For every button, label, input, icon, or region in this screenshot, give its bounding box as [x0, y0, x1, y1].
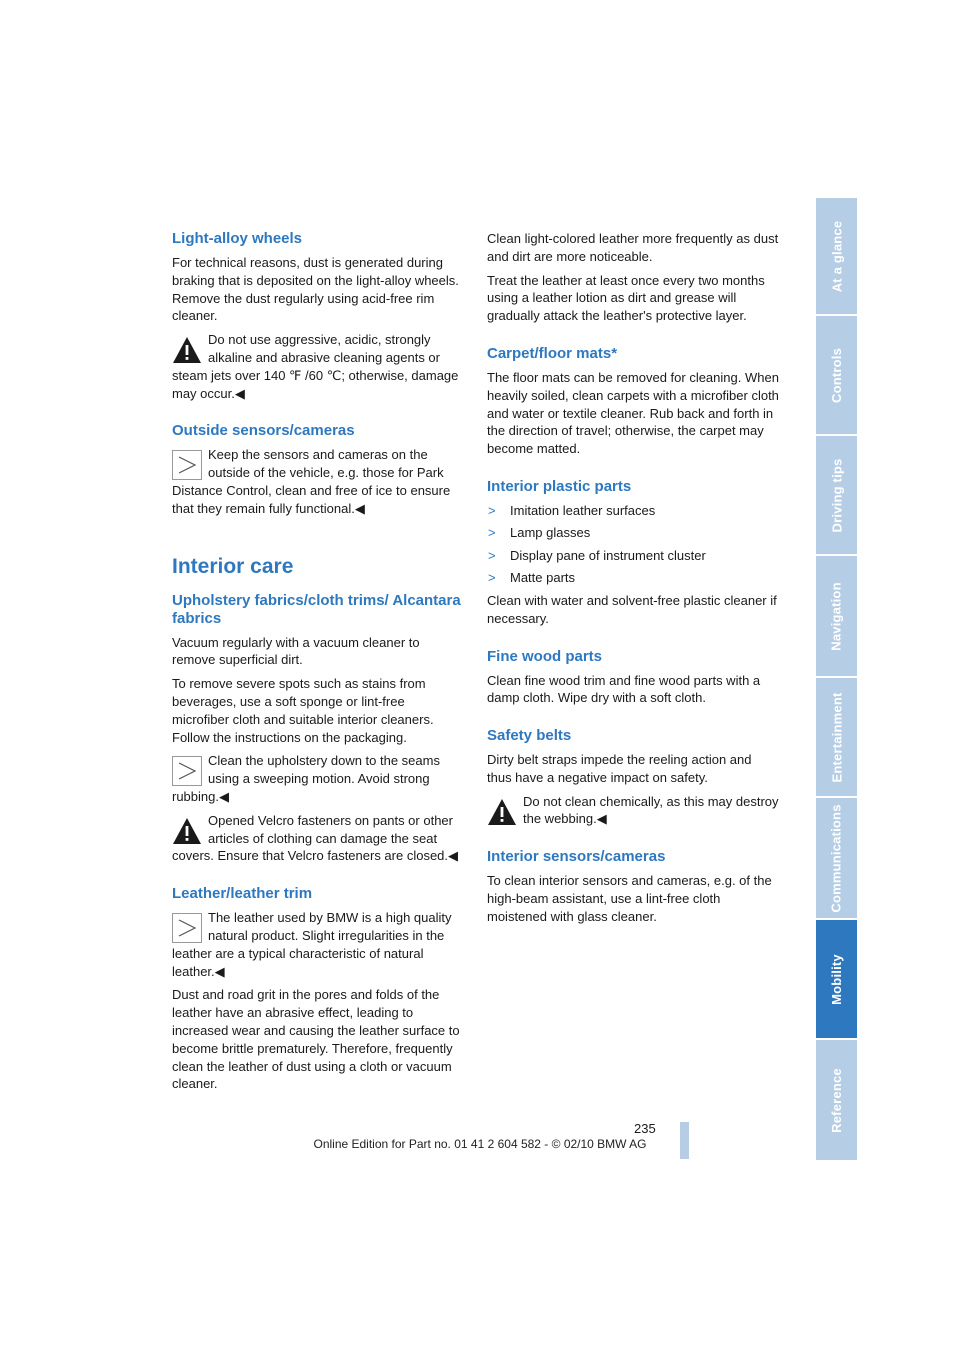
- tab-driving-tips[interactable]: Driving tips: [816, 436, 857, 554]
- paragraph-wheels: For technical reasons, dust is generated during braking that is deposited on the light-alloy wheels. Remove the dust regularly using acid-free rim cleaner.: [172, 255, 459, 324]
- warning-wheels: Do not use aggressive, acidic, strongly alkaline and abrasive cleaning agents or steam jets over 140 ℉ /60 ℃; otherwise, damage may occur.◀: [172, 332, 459, 401]
- warning-safety-belts: Do not clean chemically, as this may destroy the webbing.◀: [487, 793, 779, 829]
- chapter-sidebar: [816, 198, 857, 1160]
- warning-icon: [487, 797, 517, 827]
- note-arrow-icon: [172, 450, 202, 480]
- note-upholstery: Clean the upholstery down to the seams using a sweeping motion. Avoid strong rubbing.◀: [172, 753, 440, 804]
- heading-interior-care: Interior care: [172, 554, 294, 578]
- note-leather: The leather used by BMW is a high quality natural product. Slight irregularities in the leather are a typical characteristic of natural leather.◀: [172, 910, 452, 979]
- paragraph-upholstery-1: Vacuum regularly with a vacuum cleaner to remove superficial dirt.: [172, 634, 420, 668]
- warning-velcro: Opened Velcro fasteners on pants or other articles of clothing can damage the seat covers. Ensure that Velcro fasteners are closed.◀: [172, 812, 459, 864]
- paragraph-leather-2: Clean light-colored leather more frequently as dust and dirt are more noticeable.: [487, 231, 779, 264]
- note-outside-sensors: Keep the sensors and cameras on the outside of the vehicle, e.g. those for Park Distance Control, clean and free of ice to ensure that they remain fully functional.◀: [172, 447, 451, 516]
- paragraph-safety-belts: Dirty belt straps impede the reeling action and thus have a negative impact on safety.: [487, 752, 752, 785]
- list-item: > Matte parts: [487, 569, 779, 587]
- heading-floor-mats: Carpet/floor mats*: [487, 344, 618, 362]
- warning-icon: [172, 335, 202, 365]
- heading-plastic-parts: Interior plastic parts: [487, 477, 632, 495]
- heading-leather: Leather/leather trim: [172, 885, 313, 903]
- paragraph-fine-wood: Clean fine wood trim and fine wood parts with a damp cloth. Wipe dry with a soft cloth.: [487, 672, 761, 706]
- footer-edition: Online Edition for Part no. 01 41 2 604 582 - © 02/10 BMW AG: [313, 1137, 647, 1151]
- heading-upholstery: Upholstery fabrics/cloth trims/ Alcantara fabrics: [172, 591, 461, 627]
- left-column: [172, 230, 464, 1099]
- heading-light-alloy-wheels: Light-alloy wheels: [172, 230, 303, 247]
- right-column: [487, 230, 779, 932]
- paragraph-leather-3: Treat the leather at least once every two months using a leather lotion as dirt and grease will gradually attack the leather's protective layer.: [487, 272, 765, 324]
- tab-mobility[interactable]: Mobility: [816, 920, 857, 1038]
- warning-icon: [172, 816, 202, 846]
- paragraph-plastic: Clean with water and solvent-free plastic cleaner if necessary.: [487, 592, 777, 626]
- tab-navigation[interactable]: Navigation: [816, 556, 857, 676]
- paragraph-floor-mats: The floor mats can be removed for cleaning. When heavily soiled, clean carpets with a microfiber cloth and water or textile cleaner. Rub back and forth in the direction of travel; otherwise, the carpet may become matted.: [487, 369, 779, 457]
- paragraph-leather: Dust and road grit in the pores and folds of the leather have an abrasive effect, leading to increased wear and causing the leather surface to become brittle prematurely. Therefore, frequently clean the leather of dust using a cloth or vacuum cleaner.: [172, 987, 460, 1092]
- list-item: > Display pane of instrument cluster: [487, 547, 779, 565]
- note-arrow-icon: [172, 913, 202, 943]
- list-plastic-parts: [487, 502, 779, 587]
- tab-communications[interactable]: Communications: [816, 798, 857, 918]
- tab-entertainment[interactable]: Entertainment: [816, 678, 857, 796]
- list-item: > Imitation leather surfaces: [487, 502, 779, 520]
- tab-reference[interactable]: Reference: [816, 1040, 857, 1160]
- tab-at-a-glance[interactable]: At a glance: [816, 198, 857, 314]
- heading-fine-wood: Fine wood parts: [487, 647, 603, 665]
- tab-controls[interactable]: Controls: [816, 316, 857, 434]
- list-item: > Lamp glasses: [487, 524, 779, 542]
- paragraph-interior-sensors: To clean interior sensors and cameras, e.g. of the high-beam assistant, use a lint-free cloth moistened with glass cleaner.: [487, 873, 772, 924]
- heading-interior-sensors: Interior sensors/cameras: [487, 848, 666, 866]
- heading-outside-sensors: Outside sensors/cameras: [172, 422, 355, 440]
- paragraph-upholstery-2: To remove severe spots such as stains from beverages, use a soft sponge or lint-free microfiber cloth and suitable interior cleaners. Follow the instructions on the packaging.: [172, 676, 434, 745]
- note-arrow-icon: [172, 756, 202, 786]
- page-number: 235: [634, 1121, 656, 1136]
- heading-safety-belts: Safety belts: [487, 727, 572, 745]
